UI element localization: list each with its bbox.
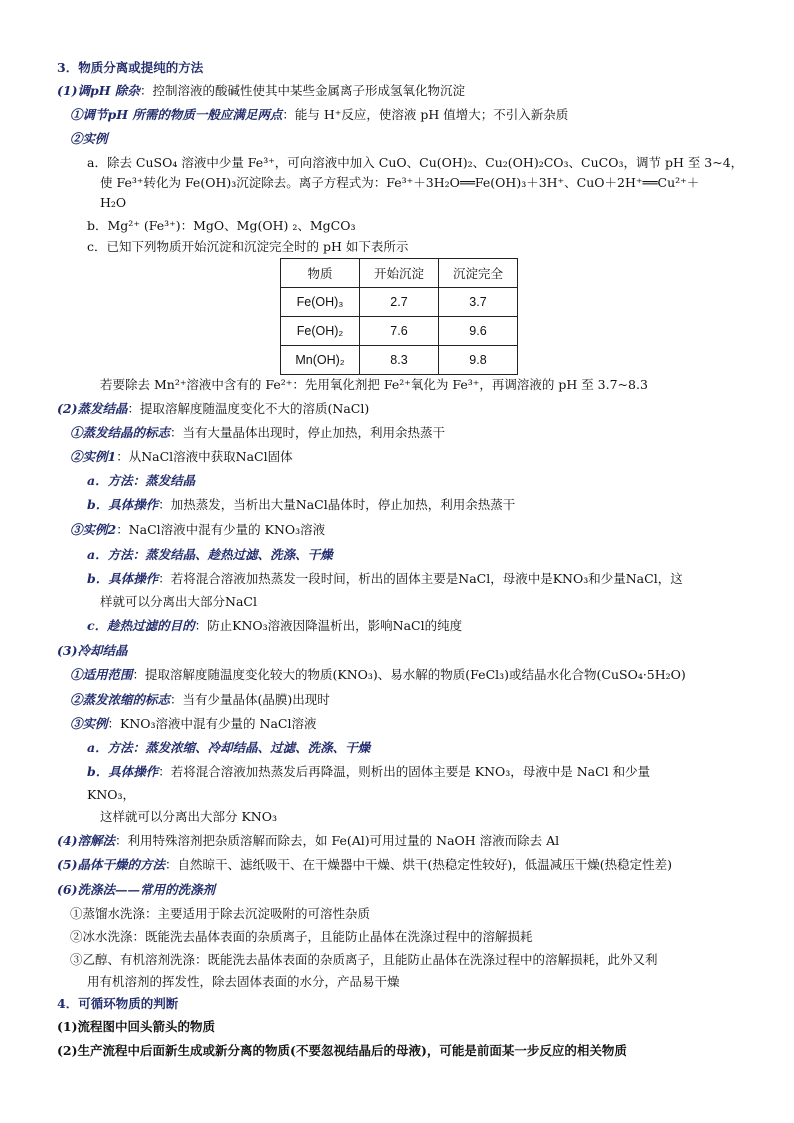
item-3-operation-text: ：若将混合溶液加热蒸发后再降温，则析出的固体主要是 KNO₃，母液中是 NaCl 和少量 <box>158 764 651 779</box>
item-3-operation-cont-2: 这样就可以分离出大部分 KNO₃ <box>100 809 278 824</box>
wash-item-3: ③乙醇、有机溶剂洗涤：既能洗去晶体表面的杂质离子，且能防止晶体在洗涤过程中的溶解损耗，此外又利 <box>70 952 658 967</box>
item-3-example <box>70 716 316 732</box>
item-2-example-1 <box>70 449 293 465</box>
item-5-label: (5)晶体干燥的方法 <box>57 857 166 872</box>
section-4-point-2: (2)生产流程中后面新生成或新分离的物质(不要忽视结晶后的母液)，可能是前面某一步反应的相关物质 <box>57 1043 627 1058</box>
item-2-text: ：提取溶解度随温度变化不大的溶质(NaCl) <box>127 401 370 416</box>
example-2-operation <box>87 571 683 587</box>
table-cell: 7.6 <box>360 317 439 346</box>
example-1-operation-text: ：加热蒸发，当析出大量NaCl晶体时，停止加热，利用余热蒸干 <box>158 497 516 512</box>
table-cell: 2.7 <box>360 288 439 317</box>
example-a-line-1: a．除去 CuSO₄ 溶液中少量 Fe³⁺，可向溶液中加入 CuO、Cu(OH)₂、Cu₂(OH)₂CO₃、CuCO₃，调节 pH 至 3~4， <box>87 155 744 170</box>
item-2-label: (2)蒸发结晶 <box>57 401 128 416</box>
section-4-title: 4．可循环物质的判断 <box>57 996 179 1011</box>
item-1-label: (1)调pH 除杂 <box>57 83 140 98</box>
wash-item-3-cont: 用有机溶剂的挥发性，除去固体表面的水分，产品易干燥 <box>87 974 400 989</box>
example-2-purpose <box>87 618 462 634</box>
item-2 <box>57 401 369 417</box>
table-row <box>281 288 518 317</box>
item-6-label: (6)洗涤法——常用的洗涤剂 <box>57 882 216 897</box>
example-b: b．Mg²⁺ (Fe³⁺)：MgO、Mg(OH) ₂、MgCO₃ <box>87 218 356 233</box>
item-4 <box>57 833 559 849</box>
table-cell: Mn(OH)₂ <box>281 346 360 375</box>
table-header-cell: 开始沉淀 <box>360 259 439 288</box>
table-cell: Fe(OH)₂ <box>281 317 360 346</box>
item-3-scope-label: ①适用范围 <box>70 667 133 682</box>
example-2-operation-text: ：若将混合溶液加热蒸发一段时间，析出的固体主要是NaCl，母液中是KNO₃和少量NaCl，这 <box>158 571 683 586</box>
after-table-note: 若要除去 Mn²⁺溶液中含有的 Fe²⁺：先用氧化剂把 Fe²⁺氧化为 Fe³⁺，再调溶液的 pH 至 3.7~8.3 <box>100 377 648 392</box>
item-5-text: ：自然晾干、滤纸吸干、在干燥器中干燥、烘干(热稳定性较好)，低温减压干燥(热稳定性差) <box>165 857 673 872</box>
item-2-example-2 <box>70 522 325 538</box>
item-3-sign <box>70 692 330 708</box>
item-2-example-1-text: ：从NaCl溶液中获取NaCl固体 <box>116 449 293 464</box>
item-3-example-text: ：KNO₃溶液中混有少量的 NaCl溶液 <box>107 716 317 731</box>
item-3-scope-text: ：提取溶解度随温度变化较大的物质(KNO₃)、易水解的物质(FeCl₃)或结晶水化合物(CuSO₄·5H₂O) <box>132 667 686 682</box>
item-1-point-1-label: ①调节pH 所需的物质一般应满足两点 <box>70 107 283 122</box>
item-4-label: (4)溶解法 <box>57 833 116 848</box>
item-2-point-1 <box>70 425 445 441</box>
table-header-cell: 沉淀完全 <box>439 259 518 288</box>
item-1 <box>57 83 465 99</box>
example-2-purpose-label: c．趁热过滤的目的 <box>87 618 195 633</box>
table-cell: 9.8 <box>439 346 518 375</box>
item-3-sign-label: ②蒸发浓缩的标志 <box>70 692 171 707</box>
item-1-example-label: ②实例 <box>70 131 108 146</box>
item-3-sign-text: ：当有少量晶体(晶膜)出现时 <box>170 692 330 707</box>
item-2-point-1-label: ①蒸发结晶的标志 <box>70 425 171 440</box>
example-2-operation-cont: 样就可以分离出大部分NaCl <box>100 594 257 609</box>
item-2-example-2-text: ：NaCl溶液中混有少量的 KNO₃溶液 <box>116 522 326 537</box>
example-a-line-3: H₂O <box>100 195 127 210</box>
section-3-title: 3．物质分离或提纯的方法 <box>57 60 204 75</box>
wash-item-2: ②冰水洗涤：既能洗去晶体表面的杂质离子，且能防止晶体在洗涤过程中的溶解损耗 <box>70 929 533 944</box>
item-3-operation-cont-1: KNO₃， <box>87 787 136 802</box>
example-c: c．已知下列物质开始沉淀和沉淀完全时的 pH 如下表所示 <box>87 239 409 254</box>
table-row <box>281 346 518 375</box>
item-2-point-1-text: ：当有大量晶体出现时，停止加热，利用余热蒸干 <box>170 425 446 440</box>
item-2-example-2-label: ③实例2 <box>70 522 117 537</box>
item-2-example-1-label: ②实例1 <box>70 449 117 464</box>
example-1-operation-label: b．具体操作 <box>87 497 159 512</box>
table-header-cell: 物质 <box>281 259 360 288</box>
item-3-scope <box>70 667 686 683</box>
item-3-operation <box>87 764 650 780</box>
table-row <box>281 317 518 346</box>
example-1-method: a．方法：蒸发结晶 <box>87 473 196 488</box>
item-3-label: (3)冷却结晶 <box>57 643 128 658</box>
ph-table <box>280 258 518 375</box>
item-5 <box>57 857 672 873</box>
item-3-method: a．方法：蒸发浓缩、冷却结晶、过滤、洗涤、干燥 <box>87 740 371 755</box>
item-1-point-1 <box>70 107 568 123</box>
table-cell: 8.3 <box>360 346 439 375</box>
item-3-example-label: ③实例 <box>70 716 108 731</box>
table-cell: 3.7 <box>439 288 518 317</box>
item-3-operation-label: b．具体操作 <box>87 764 159 779</box>
table-cell: 9.6 <box>439 317 518 346</box>
example-2-purpose-text: ：防止KNO₃溶液因降温析出，影响NaCl的纯度 <box>194 618 463 633</box>
example-2-operation-label: b．具体操作 <box>87 571 159 586</box>
section-4-point-1: (1)流程图中回头箭头的物质 <box>57 1019 216 1034</box>
item-1-point-1-text: ：能与 H⁺反应，使溶液 pH 值增大；不引入新杂质 <box>282 107 569 122</box>
example-2-method: a．方法：蒸发结晶、趁热过滤、洗涤、干燥 <box>87 547 333 562</box>
example-1-operation <box>87 497 515 513</box>
example-a-line-2: 使 Fe³⁺转化为 Fe(OH)₃沉淀除去。离子方程式为：Fe³⁺＋3H₂O══Fe(OH)₃＋3H⁺、CuO＋2H⁺══Cu²⁺＋ <box>100 175 700 190</box>
table-header-row <box>281 259 518 288</box>
item-4-text: ：利用特殊溶剂把杂质溶解而除去，如 Fe(Al)可用过量的 NaOH 溶液而除去 Al <box>115 833 560 848</box>
item-1-text: ：控制溶液的酸碱性使其中某些金属离子形成氢氧化物沉淀 <box>139 83 465 98</box>
table-cell: Fe(OH)₃ <box>281 288 360 317</box>
wash-item-1: ①蒸馏水洗涤：主要适用于除去沉淀吸附的可溶性杂质 <box>70 906 371 921</box>
